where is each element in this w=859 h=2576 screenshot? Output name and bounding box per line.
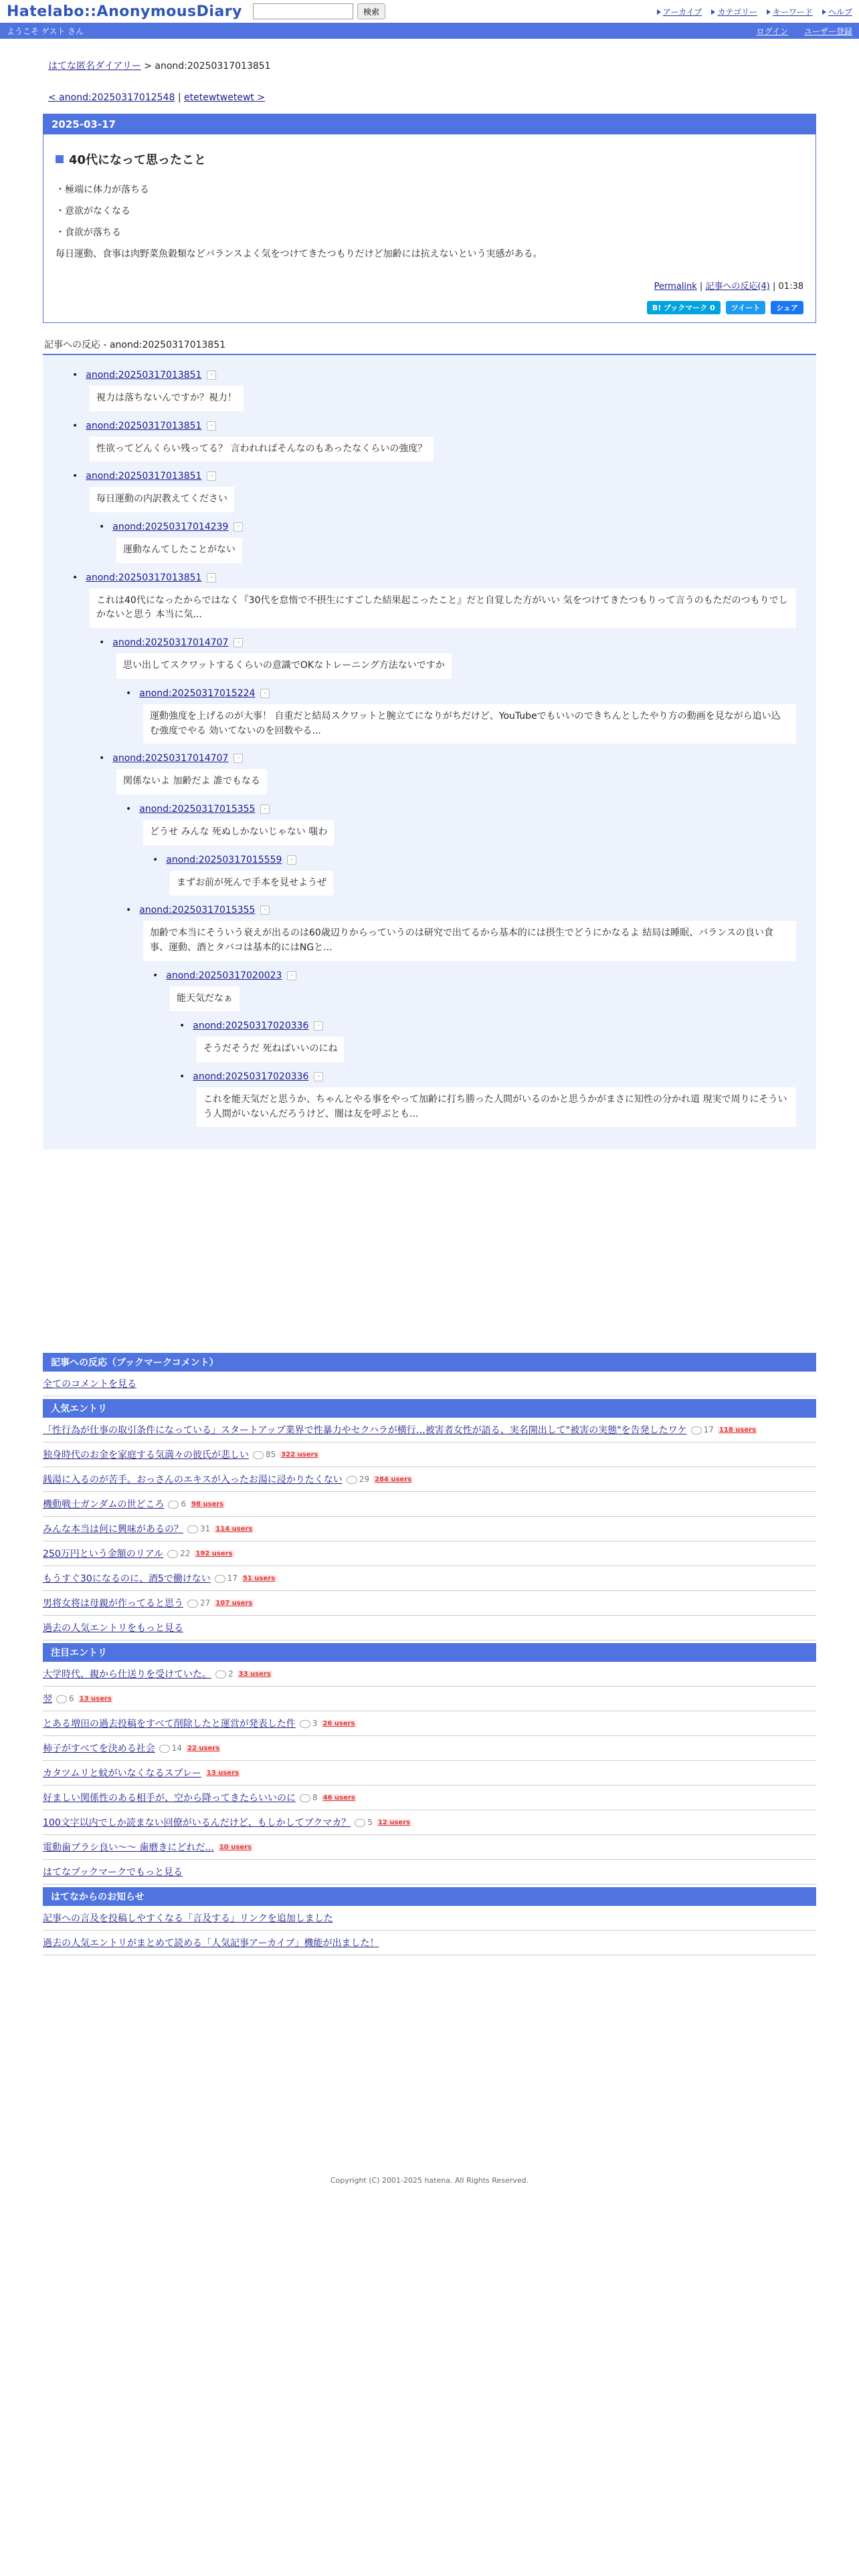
reaction-text: 思い出してスクワットするくらいの意識でOKなトレーニング方法ないですか (116, 653, 452, 679)
ad-space (43, 1150, 816, 1350)
reaction-text: 運動強度を上げるのが大事！ 自重だと結局スクワットと腕立てになりがちだけど、YouTubeでもいいのできちんとしたやり方の動画を見ながら追い込む強度でやる 効いてないのを回数やる... (143, 704, 796, 744)
reaction-link-row (99, 753, 796, 764)
bookmark-users-badge[interactable]: 33 users (238, 1670, 271, 1678)
collapse-toggle-icon[interactable]: - (233, 754, 243, 763)
popular-entry-link[interactable]: 独身時代のお金を家庭する気満々の彼氏が悲しい (43, 1450, 249, 1461)
comment-count-badge: 2 (215, 1669, 233, 1679)
collapse-toggle-icon[interactable]: - (314, 1021, 323, 1031)
popular-entry-row (43, 1492, 816, 1517)
nav-category-link[interactable]: カテゴリー (717, 7, 757, 17)
bookmark-users-badge[interactable]: 22 users (187, 1744, 220, 1752)
popular-entry-row (43, 1541, 816, 1566)
entry-line: 毎日運動、食事は肉野菜魚穀類などバランスよく気をつけてきたつもりだけど加齢には抗えないという実感がある。 (56, 249, 543, 259)
title-square-icon (56, 155, 64, 163)
all-comments-row (43, 1372, 816, 1396)
reaction-link[interactable]: • anond:20250317015559 (166, 854, 282, 865)
entry-line: ・食欲が落ちる (56, 227, 121, 238)
reaction-text: これは40代になったからではなく『30代を怠惰で不摂生にすごした結果起こったこと』だと自覚した方がいい 気をつけてきたつもりって言うのもただのつもりでしかないと思う 本当に気... (90, 588, 796, 628)
featured-more-row (43, 1860, 816, 1885)
featured-entry-link[interactable]: 大学時代、親から仕送りを受けていた。 (43, 1669, 211, 1681)
prev-entry-link[interactable]: < anond:20250317012548 (48, 92, 175, 103)
popular-entry-link[interactable]: 機動戦士ガンダムの世どころ (43, 1499, 165, 1511)
register-link[interactable]: ユーザー登録 (803, 26, 852, 36)
comment-count-badge: 6 (56, 1694, 74, 1703)
reaction-text: 関係ないよ 加齢だよ 誰でもなる (116, 769, 267, 794)
reaction-link[interactable]: • anond:20250317020336 (193, 1021, 309, 1032)
reaction-link[interactable]: • anond:20250317014707 (112, 753, 229, 764)
tweet-button[interactable]: ツイート (726, 301, 765, 314)
reaction-item (99, 753, 796, 794)
site-logo[interactable]: Hatelabo::AnonymousDiary (7, 3, 242, 20)
popular-entry-link[interactable]: 銭湯に入るのが苦手。おっさんのエキスが入ったお湯に浸かりたくない (43, 1475, 343, 1486)
pager-separator: | (175, 92, 185, 103)
comment-count-badge: 6 (168, 1499, 186, 1509)
popular-more-link[interactable]: 過去の人気エントリをもっと見る (43, 1623, 183, 1634)
collapse-toggle-icon[interactable]: - (207, 573, 216, 582)
bookmark-users-badge[interactable]: 107 users (215, 1599, 253, 1607)
featured-entry-link[interactable]: とある増田の過去投稿をすべて削除したと運営が発表した件 (43, 1719, 296, 1730)
permalink[interactable]: Permalink (654, 282, 697, 292)
notice-link[interactable]: 記事への言及を投稿しやすくなる「言及する」リンクを追加しました (43, 1913, 333, 1925)
featured-entry-link[interactable]: カタツムリと蚊がいなくなるスプレー (43, 1768, 201, 1780)
nav-category[interactable] (711, 6, 757, 17)
hatena-bookmark-button[interactable]: B! ブックマーク 0 (647, 301, 721, 314)
reactions-link[interactable]: 記事への反応(4) (705, 282, 770, 292)
reaction-link-row (153, 855, 796, 865)
entry-pager (48, 92, 811, 103)
comment-count-badge: 85 (253, 1450, 276, 1459)
search-input[interactable] (253, 3, 353, 19)
bookmark-users-badge[interactable]: 26 users (322, 1719, 355, 1727)
entry-footer: Permalink | 記事への反応(4) | 01:38 (654, 282, 803, 292)
notice-row (43, 1931, 816, 1955)
reaction-link-row (72, 471, 796, 481)
bookmark-users-badge[interactable]: 13 users (79, 1695, 112, 1703)
reaction-item (72, 421, 796, 462)
share-buttons (56, 301, 803, 314)
top-header (0, 0, 859, 23)
comment-count-badge: 31 (187, 1524, 210, 1533)
bookmark-users-badge[interactable]: 114 users (215, 1525, 253, 1533)
nav-archive-link[interactable]: アーカイブ (662, 7, 702, 17)
reaction-text: 毎日運動の内訳教えてください (90, 487, 234, 512)
bookmark-comments-header: 記事への反応（ブックマークコメント） (43, 1353, 816, 1372)
reaction-link[interactable]: • anond:20250317015355 (139, 803, 256, 815)
collapse-toggle-icon[interactable]: - (287, 971, 296, 980)
reaction-link[interactable]: • anond:20250317013851 (86, 572, 202, 583)
reaction-link-row (72, 572, 796, 583)
reaction-link[interactable]: • anond:20250317014239 (112, 522, 229, 533)
notice-row (43, 1906, 816, 1931)
reaction-item (72, 572, 796, 628)
comment-count-badge: 22 (167, 1549, 190, 1558)
featured-entry-link[interactable]: 100文字以内でしか読まない回僚がいるんだけど、もしかしてブクマカ？ (43, 1818, 351, 1829)
popular-entry-row (43, 1418, 816, 1442)
comment-count-badge: 8 (300, 1793, 318, 1802)
collapse-toggle-icon[interactable]: - (207, 421, 216, 431)
reaction-item (72, 370, 796, 411)
top-nav (657, 6, 852, 17)
notices-header: はてなからのお知らせ (43, 1887, 816, 1906)
popular-entry-row (43, 1566, 816, 1591)
featured-entry-row (43, 1761, 816, 1786)
featured-entry-row (43, 1810, 816, 1835)
popular-more-row (43, 1616, 816, 1640)
notice-link[interactable]: 過去の人気エントリがまとめて読める「人気記事アーカイブ」機能が出ました！ (43, 1938, 379, 1949)
collapse-toggle-icon[interactable]: - (207, 370, 216, 380)
popular-entry-link[interactable]: 男将女将は母親が作ってると思う (43, 1598, 183, 1610)
reaction-link[interactable]: • anond:20250317013851 (86, 420, 202, 431)
bookmark-users-badge[interactable]: 284 users (375, 1475, 412, 1483)
reaction-item (179, 1021, 796, 1062)
breadcrumb-separator: > (140, 61, 155, 72)
comment-count-badge: 27 (187, 1598, 210, 1608)
featured-more-link[interactable]: はてなブックマークでもっと見る (43, 1867, 183, 1879)
main-content (43, 39, 816, 2185)
popular-entry-link[interactable]: 250万円という金額のリアル (43, 1549, 164, 1560)
reaction-item (126, 905, 796, 960)
bookmark-users-badge[interactable]: 51 users (243, 1574, 276, 1582)
entry-line: ・意欲がなくなる (56, 206, 130, 217)
entry (43, 114, 816, 323)
comment-count-badge: 29 (347, 1475, 369, 1484)
reaction-item (153, 970, 796, 1012)
collapse-toggle-icon[interactable]: - (260, 804, 270, 814)
reactions-tree (43, 355, 816, 1150)
nav-keyword-link[interactable]: キーワード (772, 7, 813, 17)
reaction-text: 能天気だなぁ (170, 986, 240, 1012)
featured-entry-row (43, 1662, 816, 1687)
reaction-link-row (72, 421, 796, 431)
popular-entry-link[interactable]: もうすぐ30になるのに、酒5で働けない (43, 1574, 211, 1585)
entry-body (43, 134, 816, 322)
reaction-text: これを能天気だと思うか、ちゃんとやる事をやって加齢に打ち勝った人間がいるのかと思うかがまさに知性の分かれ道 現実で周りにそういう人間がいないんだろうけど、闇は友を呼ぶとも... (197, 1087, 796, 1127)
welcome-bar (0, 23, 859, 39)
reactions-header: 記事への反応 - anond:20250317013851 (43, 335, 816, 355)
reaction-link-row (126, 688, 796, 699)
reaction-link[interactable]: • anond:20250317013851 (86, 370, 202, 381)
breadcrumb-current: anond:20250317013851 (155, 61, 271, 72)
reaction-text: どうせ みんな 死ぬしかないじゃない 嗤わ (143, 820, 334, 845)
reaction-link[interactable]: • anond:20250317015355 (139, 905, 256, 916)
reaction-link-row (99, 522, 796, 532)
popular-list (43, 1418, 816, 1616)
collapse-toggle-icon[interactable]: - (207, 471, 216, 481)
bookmark-users-badge[interactable]: 192 users (195, 1549, 233, 1558)
next-entry-link[interactable]: etetewtwetewt > (184, 92, 266, 103)
bookmark-users-badge[interactable]: 13 users (206, 1769, 240, 1777)
collapse-toggle-icon[interactable]: - (260, 689, 270, 698)
reaction-link-row (126, 905, 796, 916)
entry-title-text[interactable]: 40代になって思ったこと (69, 153, 207, 167)
login-link[interactable]: ログイン (756, 26, 788, 36)
featured-entry-row (43, 1711, 816, 1736)
nav-keyword[interactable] (767, 6, 813, 17)
reaction-item (153, 855, 796, 896)
popular-entry-row (43, 1591, 816, 1616)
facebook-share-button[interactable]: シェア (771, 301, 803, 314)
bookmark-users-badge[interactable]: 118 users (719, 1426, 757, 1434)
reaction-text: 加齢で本当にそういう衰えが出るのは60歳辺りからっていうのは研究で出てるから基本的には摂生でどうにかなるよ 結局は睡眠、バランスの良い食事、運動、酒とタバコは基本的にはNGと... (143, 921, 796, 960)
featured-entry-link[interactable]: 翌 (43, 1694, 52, 1705)
reaction-link-row (179, 1021, 796, 1031)
reaction-link-row (126, 804, 796, 815)
reaction-link[interactable]: • anond:20250317020336 (193, 1071, 309, 1082)
comment-count-badge: 17 (215, 1574, 237, 1583)
reaction-link[interactable]: • anond:20250317013851 (86, 471, 202, 482)
reaction-text: そうだそうだ 死ねばいいのにね (197, 1037, 344, 1062)
comment-count-badge: 14 (159, 1743, 182, 1753)
search-button[interactable]: 検索 (357, 3, 385, 19)
triangle-icon (767, 9, 771, 15)
nav-help-link[interactable]: ヘルプ (828, 7, 852, 17)
nav-help[interactable] (822, 6, 852, 17)
collapse-toggle-icon[interactable]: - (233, 522, 243, 532)
reaction-item (126, 804, 796, 845)
featured-entry-row (43, 1835, 816, 1860)
breadcrumb-site-link[interactable]: はてな匿名ダイアリー (48, 61, 141, 72)
popular-entry-row (43, 1442, 816, 1467)
entry-date: 2025-03-17 (43, 114, 816, 134)
bookmark-users-badge[interactable]: 46 users (322, 1794, 355, 1802)
popular-entry-row (43, 1517, 816, 1541)
collapse-toggle-icon[interactable]: - (260, 905, 270, 915)
account-links (757, 25, 852, 37)
collapse-toggle-icon[interactable]: - (287, 855, 296, 865)
comment-count-badge: 3 (300, 1719, 318, 1728)
reaction-link[interactable]: • anond:20250317020023 (166, 970, 282, 981)
featured-entry-link[interactable]: 柿子がすべてを決める社会 (43, 1743, 155, 1755)
reaction-link-row (99, 637, 796, 648)
reaction-item (126, 688, 796, 744)
reaction-item (179, 1071, 796, 1127)
popular-header: 人気エントリ (43, 1399, 816, 1418)
all-comments-link[interactable]: 全てのコメントを見る (43, 1379, 136, 1390)
reaction-text: 視力は落ちないんですか？視力！ (90, 386, 244, 411)
featured-entry-row (43, 1687, 816, 1711)
collapse-toggle-icon[interactable]: - (314, 1072, 323, 1081)
featured-entry-row (43, 1786, 816, 1810)
featured-list (43, 1662, 816, 1860)
reaction-item (99, 637, 796, 679)
triangle-icon (822, 9, 826, 15)
reaction-item (72, 471, 796, 512)
triangle-icon (711, 9, 715, 15)
reaction-link[interactable]: • anond:20250317014707 (112, 637, 229, 649)
bookmark-users-badge[interactable]: 10 users (219, 1843, 252, 1851)
reaction-link[interactable]: • anond:20250317015224 (139, 687, 256, 699)
entry-line: ・極端に体力が落ちる (56, 185, 149, 195)
bookmark-users-badge[interactable]: 98 users (191, 1500, 224, 1508)
welcome-text: ようこそ ゲスト さん (7, 26, 84, 36)
triangle-icon (657, 9, 661, 15)
entry-time: | 01:38 (773, 282, 803, 292)
popular-entry-link[interactable]: 「性行為が仕事の取引条件になっている」スタートアップ業界で性暴力やセクハラが横行…被害者女性が語る、実名開出して"被害の実態"を告発したワケ (43, 1425, 687, 1436)
featured-entry-row (43, 1736, 816, 1761)
reaction-text: 運動なんてしたことがない (116, 538, 242, 563)
collapse-toggle-icon[interactable]: - (233, 638, 243, 647)
reaction-text: 性欲ってどんくらい残ってる？ 言われればそんなのもあったなくらいの強度？ (90, 437, 434, 462)
reaction-link-row (72, 370, 796, 381)
entry-title (56, 150, 803, 168)
breadcrumb (48, 59, 811, 72)
featured-header: 注目エントリ (43, 1643, 816, 1662)
nav-archive[interactable] (657, 6, 702, 17)
reaction-link-row (179, 1071, 796, 1082)
bookmark-users-badge[interactable]: 322 users (281, 1451, 318, 1459)
featured-entry-link[interactable]: 好ましい関係性のある相手が、空から降ってきたらいいのに (43, 1793, 296, 1804)
comment-count-badge: 5 (355, 1818, 373, 1827)
comment-count-badge: 17 (691, 1425, 714, 1434)
featured-entry-link[interactable]: 電動歯ブラシ良い〜〜 歯磨きにどれだ... (43, 1842, 214, 1854)
footer-copyright: Copyright (C) 2001-2025 hatena. All Rights Reserved. (330, 2176, 529, 2185)
reaction-item (99, 522, 796, 563)
reaction-link-row (153, 970, 796, 981)
popular-entry-row (43, 1467, 816, 1492)
bookmark-users-badge[interactable]: 12 users (377, 1818, 411, 1826)
reaction-text: まずお前が死んで手本を見せようぜ (170, 871, 333, 896)
popular-entry-link[interactable]: みんな本当は何に興味があるの？ (43, 1524, 183, 1535)
